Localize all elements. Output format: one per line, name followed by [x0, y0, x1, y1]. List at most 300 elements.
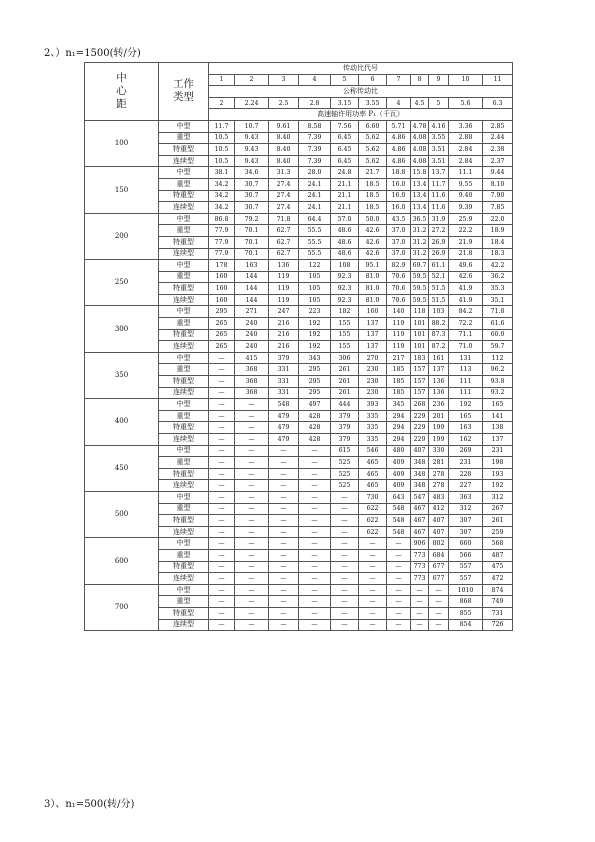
- power-value-cell: —: [269, 480, 299, 492]
- power-value-cell: —: [209, 457, 235, 469]
- power-value-cell: —: [331, 573, 359, 585]
- ratio-code-cell: 3: [269, 74, 299, 86]
- power-value-cell: 70.1: [235, 248, 269, 260]
- work-type-cell: 重型: [159, 132, 209, 144]
- center-distance-char-3: 距: [116, 97, 127, 110]
- power-value-cell: 136: [429, 387, 449, 399]
- power-value-cell: —: [299, 549, 331, 561]
- power-value-cell: 216: [269, 318, 299, 330]
- power-value-cell: 71.8: [483, 306, 513, 318]
- power-value-cell: 6.45: [331, 155, 359, 167]
- power-value-cell: 155: [331, 341, 359, 353]
- power-value-cell: 163: [449, 422, 483, 434]
- power-value-cell: —: [235, 457, 269, 469]
- power-table-wrapper: [84, 62, 512, 631]
- power-value-cell: —: [299, 596, 331, 608]
- power-value-cell: 92.3: [331, 271, 359, 283]
- nominal-ratio-cell: 5.6: [449, 97, 483, 109]
- power-value-cell: 236: [429, 399, 449, 411]
- power-value-cell: —: [331, 549, 359, 561]
- power-value-cell: 557: [449, 561, 483, 573]
- power-value-cell: 69.7: [411, 260, 429, 272]
- ratio-code-cell: 1: [209, 74, 235, 86]
- power-value-cell: 467: [411, 515, 429, 527]
- power-value-cell: 13.4: [411, 190, 429, 202]
- center-distance-cell: 500: [85, 491, 159, 537]
- power-value-cell: 412: [429, 503, 449, 515]
- power-value-cell: 331: [269, 387, 299, 399]
- power-value-cell: 265: [209, 341, 235, 353]
- power-value-cell: 34.6: [235, 167, 269, 179]
- power-value-cell: 22.2: [449, 225, 483, 237]
- power-value-cell: 11.7: [429, 178, 449, 190]
- power-value-cell: 157: [411, 364, 429, 376]
- center-distance-cell: 600: [85, 538, 159, 584]
- power-value-cell: 111: [449, 387, 483, 399]
- power-value-cell: 198: [483, 457, 513, 469]
- power-value-cell: 119: [387, 318, 411, 330]
- power-value-cell: 34.2: [209, 202, 235, 214]
- power-value-cell: —: [209, 387, 235, 399]
- power-value-cell: 105: [299, 283, 331, 295]
- power-value-cell: 96.2: [483, 364, 513, 376]
- power-value-cell: 622: [359, 515, 387, 527]
- power-value-cell: —: [331, 561, 359, 573]
- power-value-cell: —: [359, 619, 387, 631]
- power-value-cell: 294: [387, 410, 411, 422]
- power-value-cell: 16.0: [387, 190, 411, 202]
- ratio-code-cell: 7: [387, 74, 411, 86]
- power-value-cell: 119: [269, 283, 299, 295]
- power-value-cell: 178: [209, 260, 235, 272]
- power-value-cell: 7.39: [299, 155, 331, 167]
- power-value-cell: 9.39: [449, 202, 483, 214]
- power-value-cell: —: [235, 491, 269, 503]
- power-value-cell: 77.9: [209, 236, 235, 248]
- power-value-cell: 479: [269, 434, 299, 446]
- power-value-cell: 7.39: [299, 132, 331, 144]
- power-value-cell: 566: [449, 549, 483, 561]
- power-value-cell: 62.7: [269, 236, 299, 248]
- power-value-cell: 306: [331, 352, 359, 364]
- power-value-cell: 92.3: [331, 294, 359, 306]
- power-value-cell: 428: [299, 434, 331, 446]
- power-value-cell: 41.9: [449, 283, 483, 295]
- power-value-cell: 267: [483, 503, 513, 515]
- power-value-cell: 479: [269, 410, 299, 422]
- power-value-cell: 101: [411, 341, 429, 353]
- work-type-cell: 连续型: [159, 573, 209, 585]
- ratio-code-cell: 10: [449, 74, 483, 86]
- work-type-cell: 中型: [159, 445, 209, 457]
- power-value-cell: 31.2: [411, 236, 429, 248]
- work-type-cell: 连续型: [159, 526, 209, 538]
- power-value-cell: 137: [429, 364, 449, 376]
- power-value-cell: 9.43: [235, 144, 269, 156]
- power-value-cell: 160: [359, 306, 387, 318]
- power-value-cell: 70.6: [387, 294, 411, 306]
- power-value-cell: 193: [483, 468, 513, 480]
- power-value-cell: 18.5: [359, 190, 387, 202]
- power-value-cell: 51.5: [429, 294, 449, 306]
- power-value-cell: —: [331, 607, 359, 619]
- power-value-cell: 71.8: [269, 213, 299, 225]
- power-value-cell: 111: [449, 376, 483, 388]
- power-value-cell: —: [209, 526, 235, 538]
- power-value-cell: —: [269, 596, 299, 608]
- power-value-cell: —: [235, 410, 269, 422]
- power-value-cell: 231: [449, 457, 483, 469]
- power-value-cell: 379: [331, 422, 359, 434]
- power-value-cell: 27.4: [269, 202, 299, 214]
- power-value-cell: 30.7: [235, 190, 269, 202]
- work-type-cell: 特重型: [159, 515, 209, 527]
- power-value-cell: 379: [331, 410, 359, 422]
- power-value-cell: 165: [483, 399, 513, 411]
- table-row: [85, 260, 513, 272]
- power-value-cell: 82.9: [387, 260, 411, 272]
- power-value-cell: —: [209, 468, 235, 480]
- power-value-cell: 379: [331, 434, 359, 446]
- power-value-cell: 8.10: [483, 178, 513, 190]
- table-row: [85, 399, 513, 411]
- power-value-cell: 5.62: [359, 155, 387, 167]
- power-value-cell: 483: [429, 491, 449, 503]
- center-distance-cell: 150: [85, 167, 159, 213]
- power-value-cell: —: [429, 596, 449, 608]
- power-value-cell: 36.2: [483, 271, 513, 283]
- power-value-cell: 108: [331, 260, 359, 272]
- power-value-cell: 345: [387, 399, 411, 411]
- work-type-cell: 重型: [159, 549, 209, 561]
- power-value-cell: —: [209, 549, 235, 561]
- power-value-cell: 138: [483, 422, 513, 434]
- power-value-cell: 24.8: [331, 167, 359, 179]
- power-value-cell: 199: [429, 434, 449, 446]
- power-value-cell: 30.7: [235, 178, 269, 190]
- power-value-cell: —: [209, 422, 235, 434]
- power-value-cell: 37.0: [387, 225, 411, 237]
- nominal-ratio-cell: 2: [209, 97, 235, 109]
- ratio-code-cell: 9: [429, 74, 449, 86]
- work-type-cell: 重型: [159, 271, 209, 283]
- power-value-cell: 5.62: [359, 132, 387, 144]
- power-value-cell: 77.9: [209, 248, 235, 260]
- power-value-cell: 34.2: [209, 178, 235, 190]
- power-value-cell: 71.0: [449, 341, 483, 353]
- power-value-cell: 51.5: [429, 283, 449, 295]
- power-value-cell: 57.0: [331, 213, 359, 225]
- work-type-cell: 中型: [159, 584, 209, 596]
- work-type-cell: 中型: [159, 260, 209, 272]
- power-value-cell: 216: [269, 341, 299, 353]
- power-value-cell: —: [299, 573, 331, 585]
- power-value-cell: 157: [411, 387, 429, 399]
- power-value-cell: —: [235, 607, 269, 619]
- power-value-cell: —: [359, 584, 387, 596]
- power-value-cell: 88.2: [429, 318, 449, 330]
- power-value-cell: 11.7: [209, 120, 235, 132]
- power-value-cell: 217: [387, 352, 411, 364]
- power-value-cell: 48.6: [331, 236, 359, 248]
- table-row: [85, 491, 513, 503]
- power-value-cell: 868: [449, 596, 483, 608]
- power-value-cell: 160: [209, 283, 235, 295]
- power-value-cell: —: [235, 434, 269, 446]
- power-value-cell: —: [269, 561, 299, 573]
- power-value-cell: 70.1: [235, 225, 269, 237]
- power-value-cell: 348: [411, 457, 429, 469]
- power-value-cell: 622: [359, 526, 387, 538]
- power-value-cell: 119: [387, 329, 411, 341]
- power-value-cell: —: [429, 619, 449, 631]
- power-value-cell: 7.85: [483, 202, 513, 214]
- power-value-cell: —: [235, 526, 269, 538]
- power-value-cell: —: [269, 573, 299, 585]
- work-type-cell: 重型: [159, 410, 209, 422]
- work-type-header: [159, 63, 209, 121]
- power-value-cell: 131: [449, 352, 483, 364]
- center-distance-header: [85, 63, 159, 121]
- power-value-cell: —: [359, 538, 387, 550]
- power-value-cell: 59.5: [411, 283, 429, 295]
- power-value-cell: —: [209, 491, 235, 503]
- work-type-cell: 连续型: [159, 294, 209, 306]
- power-value-cell: 228: [449, 468, 483, 480]
- power-value-cell: 101: [411, 329, 429, 341]
- power-value-cell: 5.62: [359, 144, 387, 156]
- power-value-cell: 201: [429, 410, 449, 422]
- power-value-cell: 24.1: [299, 178, 331, 190]
- power-value-cell: —: [411, 584, 429, 596]
- power-value-cell: 18.5: [359, 202, 387, 214]
- power-value-cell: 27.4: [269, 178, 299, 190]
- power-value-cell: —: [235, 445, 269, 457]
- power-value-cell: —: [269, 526, 299, 538]
- power-value-cell: —: [209, 538, 235, 550]
- power-value-cell: 35.3: [483, 283, 513, 295]
- power-value-cell: 684: [429, 549, 449, 561]
- power-value-cell: 259: [483, 526, 513, 538]
- power-value-cell: —: [269, 584, 299, 596]
- power-value-cell: 9.44: [483, 167, 513, 179]
- power-value-cell: —: [209, 364, 235, 376]
- power-value-cell: 112: [483, 352, 513, 364]
- power-value-cell: 407: [429, 515, 449, 527]
- power-value-cell: —: [269, 549, 299, 561]
- power-value-cell: 229: [411, 422, 429, 434]
- power-value-cell: 568: [483, 538, 513, 550]
- power-value-cell: 199: [429, 422, 449, 434]
- power-value-cell: 155: [331, 318, 359, 330]
- work-type-cell: 特重型: [159, 190, 209, 202]
- power-value-cell: —: [209, 434, 235, 446]
- nominal-ratio-cell: 5: [429, 97, 449, 109]
- power-value-cell: 122: [299, 260, 331, 272]
- power-value-cell: 465: [359, 468, 387, 480]
- power-value-cell: —: [299, 526, 331, 538]
- power-value-cell: 4.08: [411, 132, 429, 144]
- power-value-cell: 26.9: [429, 236, 449, 248]
- power-value-cell: 48.6: [331, 248, 359, 260]
- power-value-cell: 281: [429, 457, 449, 469]
- ratio-code-cell: 2: [235, 74, 269, 86]
- work-type-cell: 连续型: [159, 248, 209, 260]
- power-value-cell: 749: [483, 596, 513, 608]
- work-type-cell: 连续型: [159, 434, 209, 446]
- power-value-cell: —: [411, 596, 429, 608]
- power-value-cell: 59.5: [411, 294, 429, 306]
- power-value-cell: —: [235, 422, 269, 434]
- ratio-code-cell: 5: [331, 74, 359, 86]
- power-value-cell: 137: [483, 434, 513, 446]
- power-value-cell: 192: [483, 480, 513, 492]
- power-value-cell: 5.71: [387, 120, 411, 132]
- power-value-cell: 348: [411, 468, 429, 480]
- center-distance-char-2: 心: [116, 84, 127, 97]
- power-value-cell: —: [299, 457, 331, 469]
- power-value-cell: —: [331, 526, 359, 538]
- work-type-cell: 中型: [159, 306, 209, 318]
- power-value-cell: 548: [387, 503, 411, 515]
- power-value-cell: 343: [299, 352, 331, 364]
- power-value-cell: 18.8: [387, 167, 411, 179]
- center-distance-cell: 450: [85, 445, 159, 491]
- power-value-cell: 30.7: [235, 202, 269, 214]
- work-type-cell: 特重型: [159, 329, 209, 341]
- work-type-cell: 连续型: [159, 480, 209, 492]
- power-value-cell: 119: [387, 341, 411, 353]
- center-distance-cell: 250: [85, 260, 159, 306]
- power-value-cell: 546: [359, 445, 387, 457]
- work-type-cell: 中型: [159, 399, 209, 411]
- power-value-cell: 61.6: [483, 318, 513, 330]
- power-value-cell: 247: [269, 306, 299, 318]
- power-value-cell: 9.55: [449, 178, 483, 190]
- power-value-cell: 160: [209, 294, 235, 306]
- power-value-cell: —: [299, 468, 331, 480]
- power-value-cell: —: [387, 561, 411, 573]
- power-value-cell: 428: [299, 410, 331, 422]
- power-value-cell: 55.5: [299, 236, 331, 248]
- power-value-cell: 854: [449, 619, 483, 631]
- work-type-line-1: 工作: [173, 78, 194, 91]
- power-value-cell: 261: [483, 515, 513, 527]
- work-type-line-2: 类型: [173, 91, 194, 104]
- power-value-cell: 4.16: [429, 120, 449, 132]
- power-value-cell: 144: [235, 283, 269, 295]
- work-type-cell: 特重型: [159, 422, 209, 434]
- power-value-cell: 81.0: [359, 271, 387, 283]
- power-value-cell: —: [299, 491, 331, 503]
- work-type-cell: 重型: [159, 364, 209, 376]
- power-value-cell: —: [299, 515, 331, 527]
- power-value-cell: 119: [269, 271, 299, 283]
- power-value-cell: —: [359, 573, 387, 585]
- power-value-cell: 428: [299, 422, 331, 434]
- nominal-ratio-cell: 4.5: [411, 97, 429, 109]
- power-value-cell: 368: [235, 376, 269, 388]
- power-value-cell: 77.9: [209, 225, 235, 237]
- power-value-cell: 15.8: [411, 167, 429, 179]
- power-value-cell: —: [359, 561, 387, 573]
- power-value-cell: 10.5: [209, 144, 235, 156]
- power-value-cell: —: [299, 445, 331, 457]
- power-value-cell: 10.5: [209, 155, 235, 167]
- power-value-cell: 363: [449, 491, 483, 503]
- power-value-cell: 10.7: [235, 120, 269, 132]
- power-value-cell: 101: [411, 318, 429, 330]
- power-value-cell: 162: [449, 434, 483, 446]
- center-distance-cell: 200: [85, 213, 159, 259]
- power-value-cell: —: [331, 491, 359, 503]
- power-value-cell: 312: [483, 491, 513, 503]
- power-value-cell: —: [359, 596, 387, 608]
- power-value-cell: —: [269, 607, 299, 619]
- power-value-cell: 13.7: [429, 167, 449, 179]
- power-value-cell: 2.44: [483, 132, 513, 144]
- power-value-cell: 802: [429, 538, 449, 550]
- work-type-cell: 重型: [159, 318, 209, 330]
- power-value-cell: 8.40: [269, 155, 299, 167]
- power-value-cell: 31.2: [411, 225, 429, 237]
- power-value-cell: 52.1: [429, 271, 449, 283]
- power-value-cell: 6.45: [331, 132, 359, 144]
- work-type-cell: 特重型: [159, 468, 209, 480]
- power-value-cell: —: [209, 445, 235, 457]
- power-value-cell: 87.2: [429, 341, 449, 353]
- table-row: [85, 584, 513, 596]
- power-value-cell: 2.85: [483, 120, 513, 132]
- power-value-cell: 730: [359, 491, 387, 503]
- ratio-code-header: 传动比代号: [209, 63, 513, 75]
- power-value-cell: —: [331, 584, 359, 596]
- power-value-cell: 37.0: [387, 236, 411, 248]
- power-value-cell: 2.84: [449, 155, 483, 167]
- power-value-cell: 192: [449, 399, 483, 411]
- power-value-cell: 81.0: [359, 294, 387, 306]
- power-value-cell: —: [209, 596, 235, 608]
- power-value-cell: 3.51: [429, 155, 449, 167]
- power-value-cell: —: [269, 538, 299, 550]
- power-value-cell: 50.0: [359, 213, 387, 225]
- nominal-ratio-cell: 2.5: [269, 97, 299, 109]
- power-value-cell: 331: [269, 376, 299, 388]
- power-value-cell: 312: [449, 503, 483, 515]
- power-value-cell: 185: [387, 387, 411, 399]
- nominal-ratio-cell: 4: [387, 97, 411, 109]
- power-value-cell: 141: [483, 410, 513, 422]
- power-value-cell: —: [387, 619, 411, 631]
- power-value-cell: 348: [411, 480, 429, 492]
- power-value-cell: 548: [269, 399, 299, 411]
- table-row: [85, 306, 513, 318]
- power-value-cell: 182: [331, 306, 359, 318]
- power-value-cell: 70.1: [235, 236, 269, 248]
- power-value-cell: —: [209, 573, 235, 585]
- power-value-cell: 278: [429, 468, 449, 480]
- power-value-cell: —: [209, 410, 235, 422]
- nominal-ratio-cell: 3.55: [359, 97, 387, 109]
- power-value-cell: 10.5: [209, 132, 235, 144]
- power-value-cell: 4.08: [411, 155, 429, 167]
- power-value-cell: 3.51: [429, 144, 449, 156]
- center-distance-cell: 700: [85, 584, 159, 630]
- power-value-cell: 192: [299, 329, 331, 341]
- power-value-cell: 103: [429, 306, 449, 318]
- work-type-cell: 特重型: [159, 283, 209, 295]
- power-value-cell: 874: [483, 584, 513, 596]
